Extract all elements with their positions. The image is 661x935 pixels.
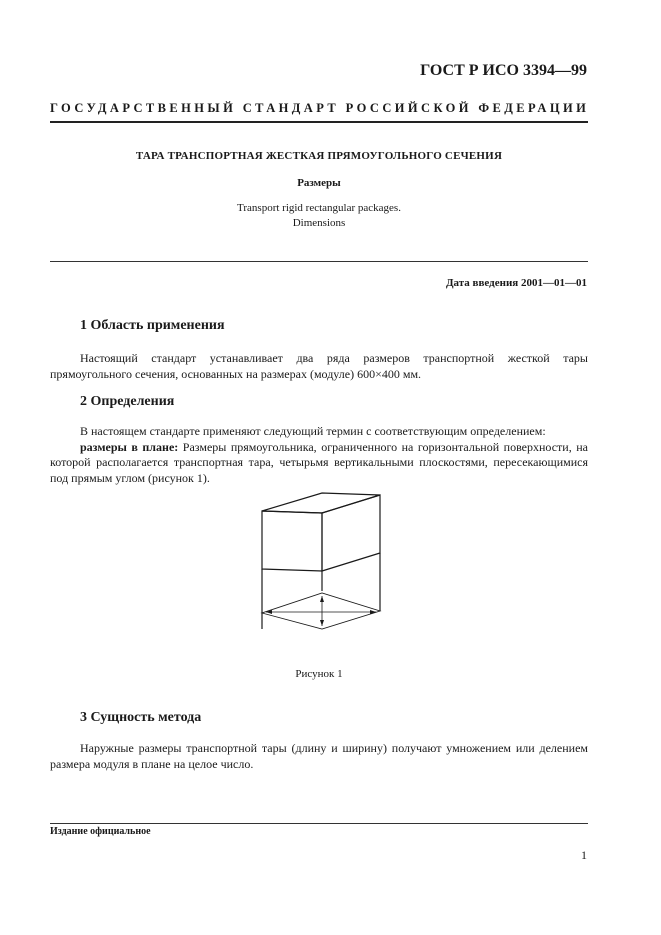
- definition-paragraph: [50, 440, 588, 487]
- organization-title: ГОСУДАРСТВЕННЫЙ СТАНДАРТ РОССИЙСКОЙ ФЕДЕРАЦИИ: [50, 101, 590, 115]
- document-number: ГОСТ Р ИСО 3394—99: [420, 62, 587, 79]
- definition-term: размеры в плане:: [80, 439, 179, 454]
- box-side-face: [322, 495, 380, 571]
- section-1-heading: 1 Область применения: [80, 318, 225, 333]
- introduction-date: Дата введения 2001—01—01: [445, 277, 587, 289]
- box-front-face: [262, 511, 322, 571]
- header-rule: [50, 121, 588, 123]
- definition-text: Размеры прямоугольника, ограниченного на горизонтальной поверхности, на которой располагается транспортная тара, четырьмя вертикальными плоскостями, пересекающимися под прямым углом (рисунок 1).: [50, 439, 588, 485]
- section-3-heading: 3 Сущность метода: [80, 710, 202, 725]
- footprint-rectangle: [262, 593, 380, 629]
- footer-rule: [50, 823, 588, 824]
- section-2-intro: В настоящем стандарте применяют следующий термин с соответствующим определением:: [80, 424, 546, 438]
- edition-label: Издание официальное: [50, 826, 151, 837]
- box-top-face: [262, 493, 380, 513]
- section-3-text: Наружные размеры транспортной тары (длину и ширину) получают умножением или делением размера модуля в плане на целое число.: [50, 741, 588, 771]
- title-rule: [50, 261, 588, 262]
- english-title-line-1: Transport rigid rectangular packages.: [237, 202, 401, 214]
- section-2-heading: 2 Определения: [80, 394, 175, 409]
- figure-1-diagram: [240, 483, 400, 633]
- page-number: 1: [581, 848, 587, 862]
- section-2-text: [50, 424, 588, 486]
- english-title: [50, 201, 588, 231]
- section-1-text: Настоящий стандарт устанавливает два ряда размеров транспортной жесткой тары прямоугольного сечения, основанных на размерах (модуле) 600×400 мм.: [50, 351, 588, 381]
- standard-title: ТАРА ТРАНСПОРТНАЯ ЖЕСТКАЯ ПРЯМОУГОЛЬНОГО СЕЧЕНИЯ: [135, 150, 503, 162]
- standard-subtitle: Размеры: [297, 177, 341, 189]
- english-title-line-2: Dimensions: [292, 217, 346, 229]
- figure-caption: Рисунок 1: [295, 668, 343, 680]
